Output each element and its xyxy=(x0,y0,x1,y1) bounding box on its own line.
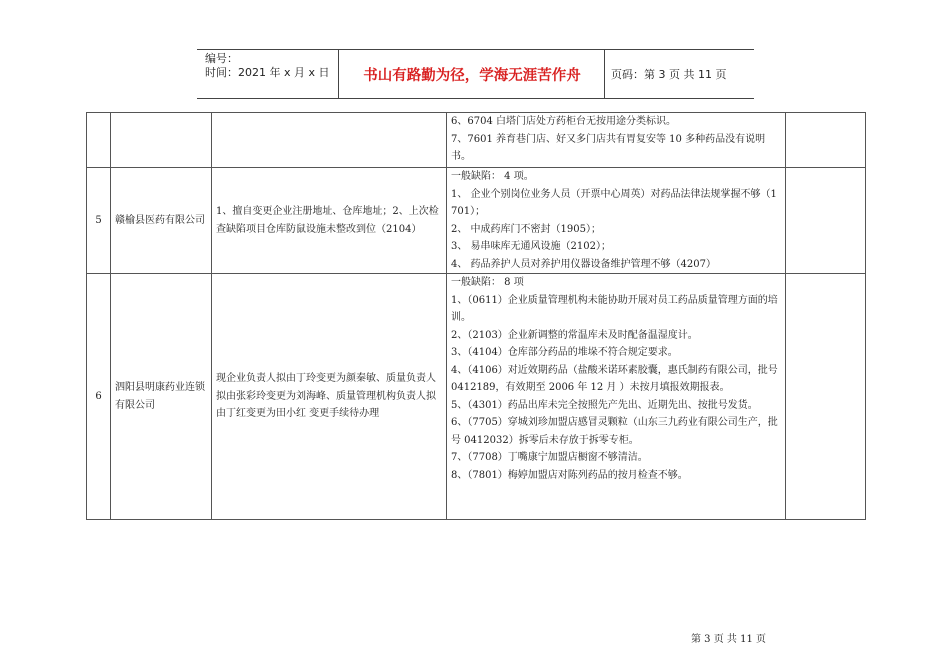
row-number: 5 xyxy=(87,168,111,274)
defect-item: 6、6704 白塔门店处方药柜台无按用途分类标识。 xyxy=(451,116,676,127)
defect-item: 6、（7705）穿城刘珍加盟店感冒灵颗粒（山东三九药业有限公司生产，批号 0412032）拆零后未存放于拆零专柜。 xyxy=(451,417,778,446)
row-number xyxy=(87,113,111,168)
time-label: 时间：2021 年 x 月 x 日 xyxy=(205,66,330,79)
defect-item: 2、（2103）企业新调整的常温库未及时配备温湿度计。 xyxy=(451,329,698,341)
defect-item: 4、 药品养护人员对养护用仪器设备维护管理不够（4207） xyxy=(451,258,716,270)
change-items xyxy=(212,113,447,168)
company-name xyxy=(111,113,212,168)
defect-item: 8、（7801）梅婷加盟店对陈列药品的按月检查不够。 xyxy=(451,469,688,481)
company-name: 赣榆县医药有限公司 xyxy=(111,168,212,274)
defect-list xyxy=(447,274,786,520)
defect-item: 2、 中成药库门不密封（1905）； xyxy=(451,223,601,235)
defect-item: 7、（7708）丁嘴康宁加盟店橱窗不够清洁。 xyxy=(451,452,648,463)
table-row xyxy=(87,274,866,520)
defect-item: 5、（4301）药品出库未完全按照先产先出、近期先出、按批号发货。 xyxy=(451,399,758,411)
defect-item: 一般缺陷： 8 项 xyxy=(451,277,524,288)
inspection-table xyxy=(86,112,866,520)
defect-item: 3、（4104）仓库部分药品的堆垛不符合规定要求。 xyxy=(451,347,678,358)
change-items: 1、擅自变更企业注册地址、仓库地址；2、上次检查缺陷项目仓库防鼠设施未整改到位（2104） xyxy=(212,168,447,274)
table-row xyxy=(87,113,866,168)
change-items: 现企业负责人拟由丁玲变更为颜秦敏、质量负责人拟由张彩玲变更为刘海峰、质量管理机构负责人拟由丁红变更为田小红 变更手续待办理 xyxy=(212,274,447,520)
remarks-cell xyxy=(786,274,866,520)
defect-list xyxy=(447,168,786,274)
defect-item: 1、 企业个别岗位业务人员（开票中心周英）对药品法律法规掌握不够（1701）； xyxy=(451,188,777,217)
remarks-cell xyxy=(786,113,866,168)
defect-list xyxy=(447,113,786,168)
company-name: 泗阳县明康药业连锁有限公司 xyxy=(111,274,212,520)
code-label: 编号： xyxy=(205,52,238,65)
defect-item: 7、7601 养育巷门店、好又多门店共有胃复安等 10 多种药品没有说明书。 xyxy=(451,133,766,162)
header-page-number: 页码：第 3 页 共 11 页 xyxy=(611,68,727,81)
page-footer: 第 3 页 共 11 页 xyxy=(691,634,766,645)
page-header xyxy=(197,49,754,99)
defect-item: 一般缺陷： 4 项。 xyxy=(451,171,534,182)
table-row xyxy=(87,168,866,274)
remarks-cell xyxy=(786,168,866,274)
header-motto: 书山有路勤为径，学海无涯苦作舟 xyxy=(340,50,605,98)
defect-item: 3、 易串味库无通风设施（2102）； xyxy=(451,241,611,252)
header-meta xyxy=(197,50,339,98)
defect-item: 4、（4106）对近效期药品（盐酸米诺环素胶囊，惠氏制药有限公司，批号 0412189，有效期至 2006 年 12 月 ）未按月填报效期报表。 xyxy=(451,364,778,393)
defect-item: 1、（0611）企业质量管理机构未能协助开展对员工药品质量管理方面的培训。 xyxy=(451,294,778,323)
row-number: 6 xyxy=(87,274,111,520)
